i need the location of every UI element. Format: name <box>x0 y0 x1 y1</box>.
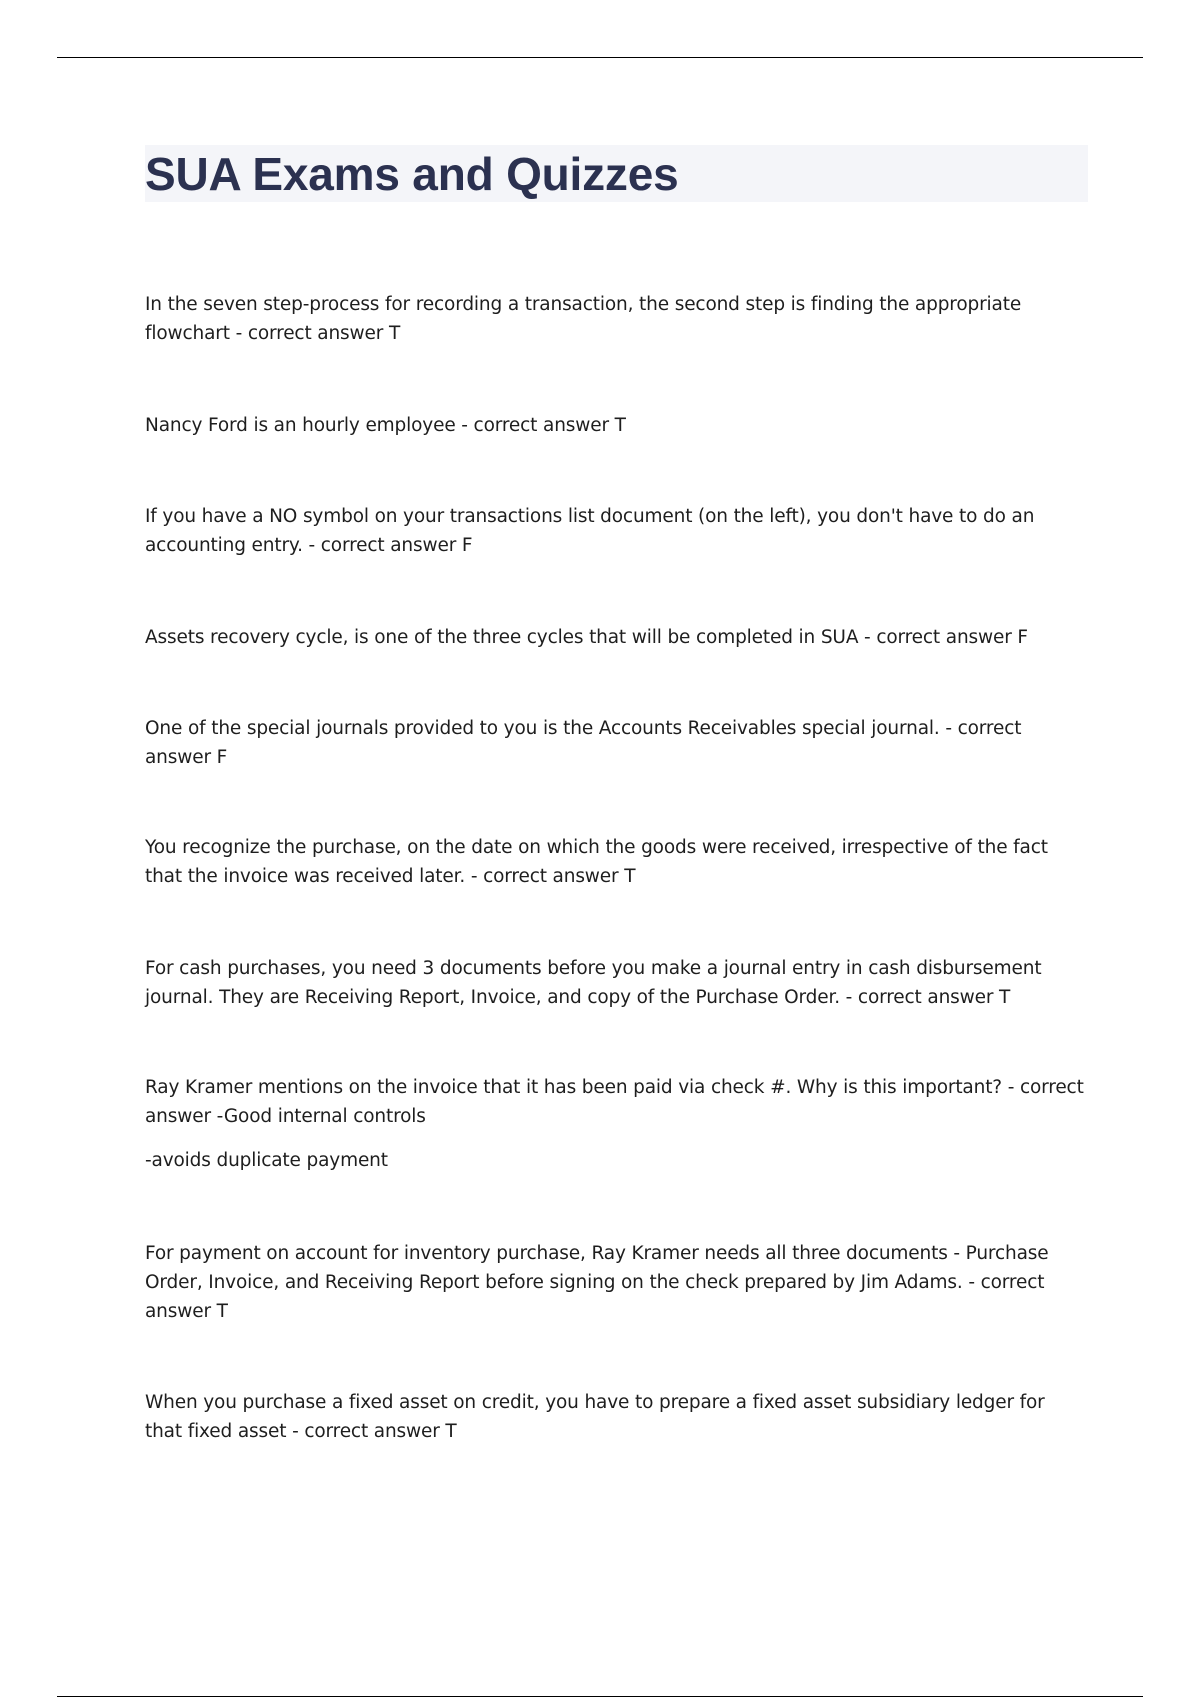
qa-text: You recognize the purchase, on the date on which the goods were received, irrespective of the fact that the invoice was received later. - correct answer T <box>145 837 1048 887</box>
bottom-rule <box>57 1696 1143 1697</box>
qa-item <box>145 954 1085 1012</box>
qa-text: Nancy Ford is an hourly employee - correct answer T <box>145 415 626 436</box>
qa-item <box>145 714 1085 772</box>
qa-text: Assets recovery cycle, is one of the three cycles that will be completed in SUA - correct answer F <box>145 627 1028 648</box>
qa-item <box>145 1388 1085 1446</box>
qa-item <box>145 411 1085 440</box>
qa-text: If you have a NO symbol on your transactions list document (on the left), you don't have to do an accounting entry. - correct answer F <box>145 506 1035 556</box>
qa-item <box>145 1239 1085 1326</box>
qa-extra-text: -avoids duplicate payment <box>145 1150 388 1171</box>
qa-text: For payment on account for inventory purchase, Ray Kramer needs all three documents - Purchase Order, Invoice, and Receiving Report before signing on the check prepared by Jim Adams. - correct answer T <box>145 1243 1049 1322</box>
qa-text: In the seven step-process for recording a transaction, the second step is finding the appropriate flowchart - correct answer T <box>145 294 1022 344</box>
qa-item <box>145 623 1085 652</box>
qa-text: One of the special journals provided to you is the Accounts Receivables special journal. - correct answer F <box>145 718 1022 768</box>
qa-item <box>145 290 1085 348</box>
page-title: SUA Exams and Quizzes <box>145 148 679 200</box>
qa-item <box>145 1073 1085 1175</box>
title-banner <box>145 145 1088 202</box>
qa-text: Ray Kramer mentions on the invoice that it has been paid via check #. Why is this important? - correct answer -Good internal controls <box>145 1077 1084 1127</box>
top-rule <box>57 57 1143 58</box>
qa-text: When you purchase a fixed asset on credit, you have to prepare a fixed asset subsidiary ledger for that fixed asset - correct answer T <box>145 1392 1045 1442</box>
qa-item <box>145 502 1085 560</box>
qa-item <box>145 833 1085 891</box>
qa-text: For cash purchases, you need 3 documents before you make a journal entry in cash disbursement journal. They are Receiving Report, Invoice, and copy of the Purchase Order. - correct answer T <box>145 958 1042 1008</box>
